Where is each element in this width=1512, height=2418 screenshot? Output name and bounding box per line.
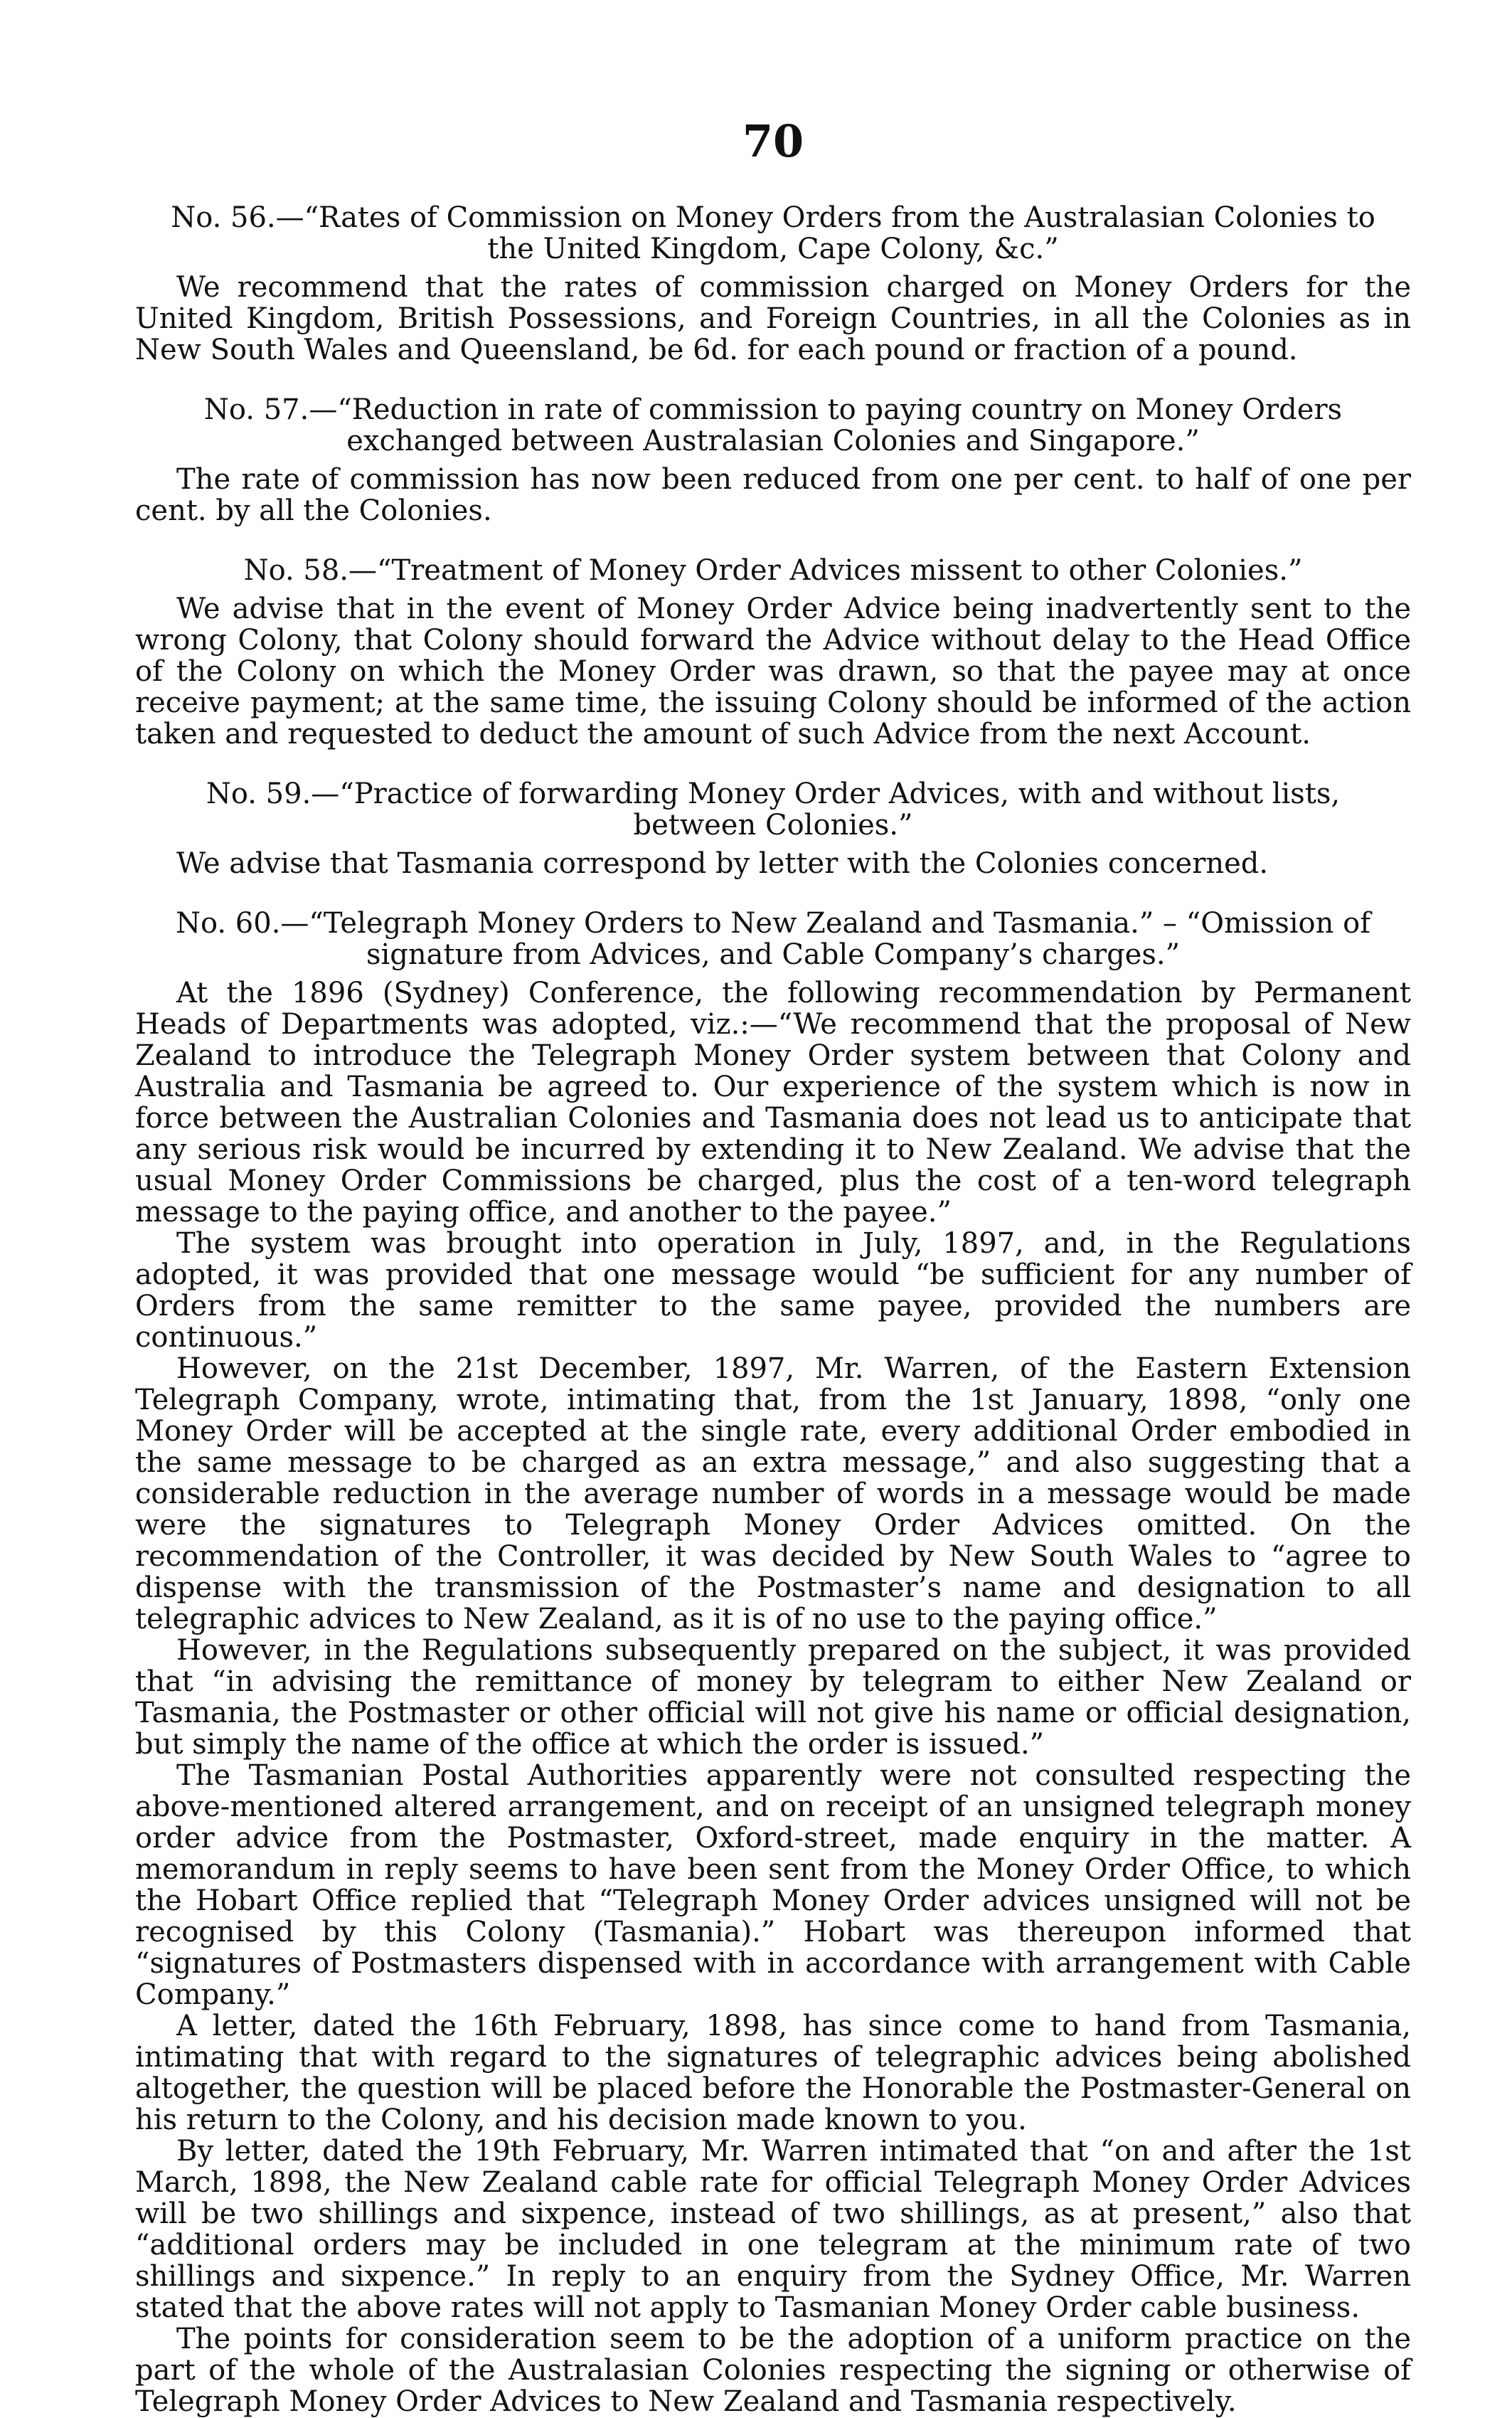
section-no-59 xyxy=(135,778,1411,879)
section-paragraph: We recommend that the rates of commission charged on Money Orders for the United Kingdom, British Possessions, and Foreign Countries, in all the Colonies as in New South Wales and Queensland, be 6d. for each pound or fraction of a pound. xyxy=(135,271,1411,366)
section-paragraph: However, in the Regulations subsequently prepared on the subject, it was provided that “in advising the remittance of money by telegram to either New Zealand or Tasmania, the Postmaster or other official will not give his name or official designation, but simply the name of the office at which the order is issued.” xyxy=(135,1634,1411,1761)
section-no-57 xyxy=(135,394,1411,526)
section-paragraph: The rate of commission has now been reduced from one per cent. to half of one per cent. by all the Colonies. xyxy=(135,463,1411,527)
section-paragraph: The points for consideration seem to be the adoption of a uniform practice on the part of the whole of the Australasian Colonies respecting the signing or otherwise of Telegraph Money Order Advices to New Zealand and Tasmania respectively. xyxy=(135,2323,1411,2418)
section-paragraph: We advise that in the event of Money Order Advice being inadvertently sent to the wrong Colony, that Colony should forward the Advice without delay to the Head Office of the Colony on which the Money Order was drawn, so that the payee may at once receive payment; at the same time, the issuing Colony should be informed of the action taken and requested to deduct the amount of such Advice from the next Account. xyxy=(135,593,1411,751)
section-paragraph: At the 1896 (Sydney) Conference, the following recommendation by Permanent Heads of Departments was adopted, viz.:—“We recommend that the proposal of New Zealand to introduce the Telegraph Money Order system between that Colony and Australia and Tasmania be agreed to. Our experience of the system which is now in force between the Australian Colonies and Tasmania does not lead us to anticipate that any serious risk would be incurred by extending it to New Zealand. We advise that the usual Money Order Commissions be charged, plus the cost of a ten-word telegraph message to the paying office, and another to the payee.” xyxy=(135,977,1411,1229)
section-heading: No. 58.—“Treatment of Money Order Advices missent to other Colonies.” xyxy=(243,554,1303,587)
section-heading: No. 57.—“Reduction in rate of commission to paying country on Money Orders exchanged between Australasian Colonies and Singapore.” xyxy=(203,393,1343,457)
section-no-60 xyxy=(135,908,1411,2417)
section-paragraph: However, on the 21st December, 1897, Mr. Warren, of the Eastern Extension Telegraph Company, wrote, intimating that, from the 1st January, 1898, “only one Money Order will be accepted at the single rate, every additional Order embodied in the same message to be charged as an extra message,” and also suggesting that a considerable reduction in the average number of words in a message would be made were the signatures to Telegraph Money Order Advices omitted. On the recommendation of the Controller, it was decided by New South Wales to “agree to dispense with the transmission of the Postmaster’s name and designation to all telegraphic advices to New Zealand, as it is of no use to the paying office.” xyxy=(135,1352,1411,1635)
page-number: 70 xyxy=(742,115,804,167)
section-heading: No. 60.—“Telegraph Money Orders to New Zealand and Tasmania.” – “Omission of signature from Advices, and Cable Company’s charges.” xyxy=(175,907,1371,971)
section-paragraph: By letter, dated the 19th February, Mr. Warren intimated that “on and after the 1st March, 1898, the New Zealand cable rate for official Telegraph Money Order Advices will be two shillings and sixpence, instead of two shillings, as at present,” also that “additional orders may be included in one telegram at the minimum rate of two shillings and sixpence.” In reply to an enquiry from the Sydney Office, Mr. Warren stated that the above rates will not apply to Tasmanian Money Order cable business. xyxy=(135,2135,1411,2324)
section-heading: No. 56.—“Rates of Commission on Money Orders from the Australasian Colonies to the United Kingdom, Cape Colony, &c.” xyxy=(171,201,1375,265)
section-paragraph: The Tasmanian Postal Authorities apparently were not consulted respecting the above-mentioned altered arrangement, and on receipt of an unsigned telegraph money order advice from the Postmaster, Oxford-street, made enquiry in the matter. A memorandum in reply seems to have been sent from the Money Order Office, to which the Hobart Office replied that “Telegraph Money Order advices unsigned will not be recognised by this Colony (Tasmania).” Hobart was thereupon informed that “signatures of Postmasters dispensed with in accordance with arrangement with Cable Company.” xyxy=(135,1759,1411,2011)
section-paragraph: The system was brought into operation in July, 1897, and, in the Regulations adopted, it was provided that one message would “be sufficient for any number of Orders from the same remitter to the same payee, provided the numbers are continuous.” xyxy=(135,1227,1411,1354)
section-heading: No. 59.—“Practice of forwarding Money Order Advices, with and without lists, between Colonies.” xyxy=(206,778,1341,842)
section-no-58 xyxy=(135,555,1411,750)
section-no-56 xyxy=(135,202,1411,366)
section-paragraph: We advise that Tasmania correspond by letter with the Colonies concerned. xyxy=(176,847,1269,880)
section-paragraph: A letter, dated the 16th February, 1898, has since come to hand from Tasmania, intimating that with regard to the signatures of telegraphic advices being abolished altogether, the question will be placed before the Honorable the Postmaster-General on his return to the Colony, and his decision made known to you. xyxy=(135,2010,1411,2136)
